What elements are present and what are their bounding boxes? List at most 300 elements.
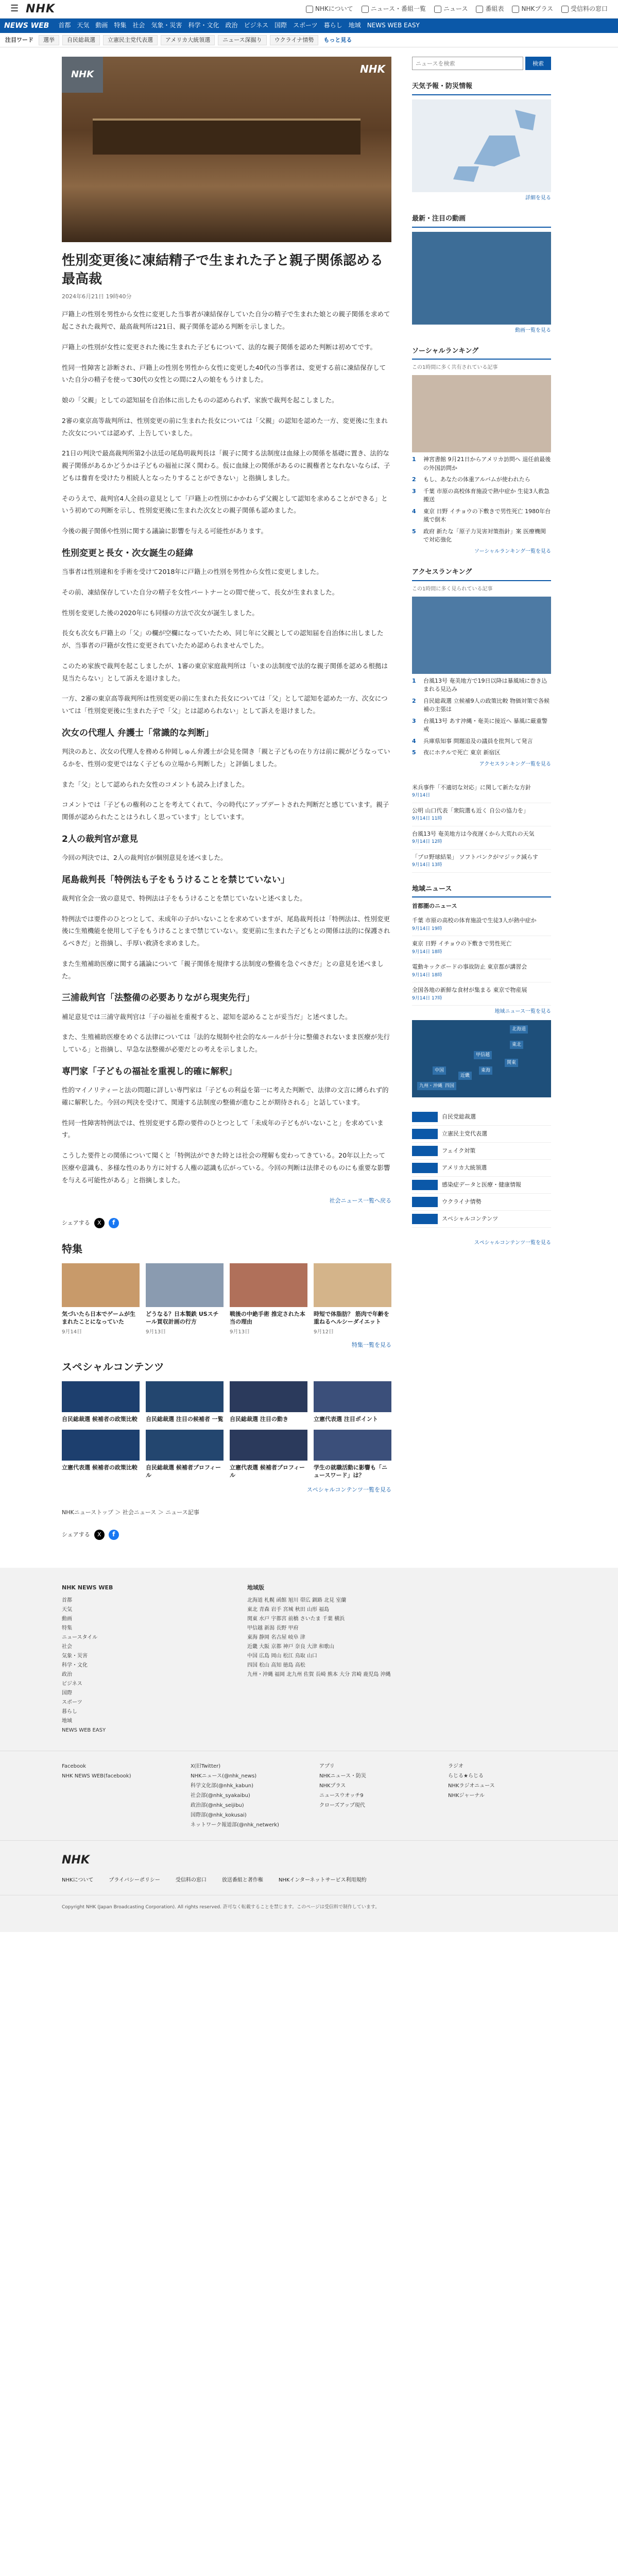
share-label: シェアする (62, 1219, 90, 1227)
footer-account-col (191, 1761, 299, 1830)
header-link[interactable] (306, 4, 353, 14)
japan-map[interactable] (412, 99, 551, 192)
subnav-tag[interactable]: 自民総裁選 (62, 35, 100, 45)
region-article[interactable] (412, 982, 551, 1006)
region-article-title: 千葉 市原の高校の体育施設で生徒3人が熱中症か (412, 917, 537, 924)
special-link-label: アメリカ大統領選 (442, 1164, 487, 1172)
region-article-time: 9月14日 17時 (412, 995, 442, 1001)
social-ranking (412, 346, 551, 556)
article-paragraph: 特例法では要件のひとつとして、未成年の子がいないことを求めていますが、尾島裁判長は「特例法は、性別変更後に生殖機能を使用して子をもうけることまで禁じていない。変更前に生まれた子どもとの関係は法的に保護されるべきだ」と指摘し、手厚い救済を求めました。 (62, 914, 390, 947)
footer-link[interactable]: 首都 (62, 1598, 72, 1604)
access-ranking-image[interactable] (412, 597, 551, 674)
special-link-banner (412, 1129, 438, 1139)
side-article[interactable] (412, 803, 551, 826)
nav-item[interactable]: 地域 (348, 22, 361, 29)
footer-link[interactable]: 九州・沖縄 福岡 北九州 佐賀 長崎 熊本 大分 宮崎 鹿児島 沖縄 (247, 1672, 391, 1678)
section-heading: 尾島裁判長「特例法も子をもうけることを禁じていない」 (62, 874, 289, 885)
special-thumbnail (146, 1381, 224, 1412)
nav-item[interactable]: 特集 (114, 22, 127, 29)
footer-account-link[interactable]: 科学文化部(@nhk_kabun) (191, 1783, 254, 1789)
footer-link[interactable]: 政治 (62, 1672, 72, 1678)
rank-title: もし、あなたの体重アルバムが使われたら (423, 476, 530, 483)
main-nav (0, 19, 618, 33)
special-card[interactable] (314, 1430, 391, 1480)
header-link-icon (512, 6, 519, 13)
special-link-banner (412, 1180, 438, 1190)
court-bench-shape (93, 118, 360, 155)
article-paragraph: 今後の親子関係や性別に関する議論に影響を与える可能性があります。 (62, 527, 268, 535)
article-paragraph: 性的マイノリティーと法の問題に詳しい専門家は「子どもの利益を第一に考えた判断で、法律の文言に縛られず的確に解釈した。今回の判決を受けて、関連する法制度の整備が進むことが期待される」と話しています。 (62, 1086, 389, 1106)
article-paragraph: 性別を変更した後の2020年にも同様の方法で次女が誕生しました。 (62, 608, 259, 617)
region-article-title: 電動キックボードの事故防止 東京都が講習会 (412, 963, 527, 970)
footer-account-col (319, 1761, 427, 1830)
subnav-more-link[interactable]: もっと見る (323, 36, 352, 43)
special-link-label: 感染症データと医療・健康情報 (442, 1181, 521, 1189)
footer-nav (0, 1568, 618, 1751)
rank-title: 政府 新たな「原子力災害対策指針」案 医療機関で対応強化 (423, 528, 546, 544)
special-card[interactable] (230, 1430, 307, 1480)
region-article-title: 東京 日野 イチョウの下敷きで男性死亡 (412, 940, 512, 947)
region-button[interactable]: 東北 (510, 1041, 523, 1049)
article-paragraph: 戸籍上の性別が女性に変更された後に生まれた子どもについて、法的な親子関係を認めた判断は初めてです。 (62, 343, 377, 351)
special-grid (62, 1381, 391, 1479)
features-grid (62, 1263, 391, 1336)
hero-image (62, 57, 391, 242)
feature-thumbnail (230, 1263, 307, 1307)
region-button[interactable]: 九州・沖縄 (417, 1082, 444, 1090)
article-paragraph: また、生殖補助医療をめぐる法律については「法的な規制や社会的なルールが十分に整備されないまま医療が先行している」と指摘し、早急な法整備が必要だとの考えを示しました。 (62, 1033, 390, 1054)
footer-account-link[interactable]: 国際部(@nhk_kokusai) (191, 1812, 247, 1819)
header-link-label: ニュース (443, 5, 468, 12)
footer-account-link[interactable]: NHKラジオニュース (448, 1783, 495, 1789)
special-link-banner (412, 1214, 438, 1224)
special-title: 学生の就職活動に影響も「ニュースワード」は？ (314, 1464, 387, 1479)
sidebar (412, 57, 551, 1552)
search-button[interactable]: 検索 (525, 57, 551, 70)
article-paragraph: 今回の判決では、2人の裁判官が個別意見を述べました。 (62, 853, 227, 861)
social-more-link[interactable]: ソーシャルランキング一覧を見る (474, 548, 551, 554)
rank-title: 東京 日野 イチョウの下敷きで男性死亡 1980年台風で倒木 (423, 507, 551, 523)
breadcrumb[interactable]: NHKニューストップ ＞ 社会ニュース ＞ ニュース記事 (62, 1509, 199, 1516)
footer-col (247, 1583, 505, 1736)
footer-account-link[interactable]: 政治部(@nhk_seijibu) (191, 1803, 244, 1809)
footer-link[interactable]: 甲信越 新潟 長野 甲府 (247, 1625, 299, 1632)
header-link-icon (434, 6, 441, 13)
side-article-time: 9月14日 11時 (412, 816, 442, 822)
nav-item[interactable]: 気象・災害 (151, 22, 182, 29)
special-title: 立憲代表選 候補者の政策比較 (62, 1464, 138, 1471)
facebook-share-icon[interactable]: f (109, 1530, 119, 1540)
article-paragraph: そのうえで、裁判官4人全員の意見として「戸籍上の性別にかかわらず父親として認知を求めることができる」という初めての判断を示し、性別変更後に生まれた次女との親子関係も認めました。 (62, 494, 388, 515)
header-link[interactable] (362, 4, 426, 14)
special-card[interactable] (314, 1381, 391, 1423)
article-paragraph: 性同一性障害と診断され、戸籍上の性別を男性から女性に変更した40代の当事者は、変更する前に凍結保存していた自分の精子を使って30代の女性との間に2人の娘をもうけました。 (62, 363, 386, 384)
special-thumbnail (62, 1430, 140, 1461)
main-column (62, 57, 391, 1552)
footer-link[interactable]: 地域 (62, 1718, 72, 1724)
special-link-label: スペシャルコンテンツ (442, 1215, 499, 1223)
article-paragraph: このため家族で裁判を起こしましたが、1審の東京家庭裁判所は「いまの法制度で法的な親子関係を認める根拠は見当たらない」として訴えを退けました。 (62, 662, 388, 682)
ranking-item[interactable] (412, 476, 551, 484)
footer-col (62, 1583, 216, 1736)
article-paragraph: 長女も次女も戸籍上の「父」の欄が空欄になっていたため、同じ年に父親としての認知届を自治体に出しましたが、当事者の戸籍が女性に変更されていたため認められませんでした。 (62, 629, 384, 650)
footer-account-title: アプリ (319, 1764, 335, 1770)
special-link[interactable] (412, 1109, 551, 1126)
special-link-label: 立憲民主党代表選 (442, 1130, 487, 1138)
footer-account-link[interactable]: NHKジャーナル (448, 1793, 485, 1799)
special-links-more[interactable]: スペシャルコンテンツ一覧を見る (474, 1240, 551, 1246)
footer-link[interactable]: 東北 青森 岩手 宮城 秋田 山形 福島 (247, 1607, 330, 1613)
search-input[interactable] (412, 57, 523, 70)
footer-account-link[interactable]: クローズアップ現代 (319, 1803, 365, 1809)
section-heading: 次女の代理人 弁護士「常識的な判断」 (62, 727, 214, 738)
rank-number: 1 (412, 456, 416, 463)
footer-link[interactable]: 東海 静岡 名古屋 岐阜 津 (247, 1635, 305, 1641)
ranking-item[interactable] (412, 455, 551, 472)
special-link[interactable] (412, 1177, 551, 1194)
rank-title: 台風13号 あす沖縄・奄美に接近へ 暴風に厳重警戒 (423, 717, 547, 733)
footer-col-title: NHK NEWS WEB (62, 1584, 113, 1591)
article-paragraph: 補足意見では三浦守裁判官は「子の福祉を重視すると、認知を認めることが妥当だ」と述べました。 (62, 1012, 352, 1021)
feature-card[interactable] (146, 1263, 224, 1336)
special-row (62, 1381, 391, 1423)
article-paragraph: 判決のあと、次女の代理人を務める仲岡しゅん弁護士が会見を開き「親と子どもの在り方は前に親がどうなっているかを、性別の変更ではなく子どもの立場から判断した」と評価しました。 (62, 748, 390, 768)
rank-title: 夜にホテルで死亡 東京 新宿区 (423, 749, 501, 756)
footer-link[interactable]: 関東 水戸 宇都宮 前橋 さいたま 千葉 横浜 (247, 1616, 345, 1622)
rank-title: 台風13号 奄美地方で19日以降は暴風域に巻き込まれる見込み (423, 677, 547, 693)
related-link[interactable]: 社会ニュース一覧へ戻る (329, 1197, 391, 1205)
footer-account-title: ラジオ (448, 1764, 464, 1770)
nav-item[interactable]: スポーツ (293, 22, 318, 29)
video-box (412, 214, 551, 335)
article-paragraph: また生殖補助医療に関する議論について「親子関係を規律する法制度の整備を急ぐべきだ」との意見を述べました。 (62, 959, 384, 980)
region-article-title: 全国各地の新鮮な食材が集まる 東京で物産展 (412, 986, 527, 993)
feature-thumbnail (314, 1263, 391, 1307)
nhk-logo[interactable]: NHK (26, 2, 56, 15)
footer-link[interactable]: 特集 (62, 1625, 72, 1632)
region-news (412, 884, 551, 1097)
footer-link[interactable]: ニュースタイル (62, 1635, 98, 1641)
nhk-badge-icon: NHK (62, 57, 103, 93)
special-title: 自民総裁選 候補者の政策比較 (62, 1416, 138, 1423)
article-paragraph: 21日の判決で最高裁判所第2小法廷の尾島明裁判長は「親子に関する法制度は血縁上の関係を基礎に置き、法的な親子関係があるかどうかは子どもの福祉に深く関わる。仮に血縁上の関係があるのに親権者となれないならば、子どもは養育を受けたり相続人となったりすることができない」と指摘しました。 (62, 449, 390, 482)
x-share-icon[interactable]: X (94, 1530, 105, 1540)
nav-item[interactable]: 動画 (95, 22, 108, 29)
footer-col-title: 地域版 (247, 1584, 264, 1591)
nhk-watermark-icon: NHK (360, 63, 385, 75)
region-title: 地域ニュース (412, 884, 551, 898)
region-article-time: 9月14日 18時 (412, 949, 442, 955)
footer-link[interactable]: 科学・文化 (62, 1663, 88, 1669)
ranking-item[interactable] (412, 487, 551, 504)
side-articles (412, 780, 551, 873)
footer-link[interactable]: NEWS WEB EASY (62, 1727, 106, 1734)
nav-item[interactable]: 政治 (225, 22, 238, 29)
footer-account-title: X(旧Twitter) (191, 1764, 221, 1770)
features-title: 特集 (62, 1242, 82, 1255)
special-card[interactable] (62, 1430, 140, 1480)
special-link[interactable] (412, 1126, 551, 1143)
special-card[interactable] (62, 1381, 140, 1423)
article-paragraph: 当事者は性別違和を手術を受けて2018年に戸籍上の性別を男性から女性に変更しました。 (62, 568, 323, 576)
copyright: Copyright NHK (Japan Broadcasting Corporation). All rights reserved. 許可なく転載することを禁じます。このページは受信料で制作しています。 (0, 1895, 618, 1931)
side-article-time: 9月14日 12時 (412, 839, 442, 845)
share-label-bottom: シェアする (62, 1531, 90, 1538)
article-paragraph: 戸籍上の性別を男性から女性に変更した当事者が凍結保存していた自分の精子で生まれた娘との親子関係を求めて起こされた裁判で、最高裁判所は21日、親子関係を認める判断を示しました。 (62, 310, 390, 331)
subnav-tag[interactable]: ニュース深掘り (218, 35, 266, 45)
video-more-link[interactable]: 動画一覧を見る (515, 327, 551, 333)
footer-link[interactable]: 気象・災害 (62, 1653, 88, 1659)
special-link[interactable] (412, 1194, 551, 1211)
rank-title: 千葉 市原の高校体育施設で熱中症か 生徒3人救急搬送 (423, 487, 550, 503)
header-link-label: 受信料の窓口 (570, 5, 608, 12)
ranking-item[interactable] (412, 528, 551, 545)
rank-number: 2 (412, 476, 416, 483)
feature-title: どうなる？日本製鉄 USスチール買収計画の行方 (146, 1310, 219, 1326)
nav-item[interactable]: 天気 (77, 22, 90, 29)
special-card[interactable] (230, 1381, 307, 1423)
special-link-banner (412, 1197, 438, 1207)
ranking-item[interactable] (412, 677, 551, 694)
access-title: アクセスランキング (412, 567, 551, 581)
feature-card[interactable] (230, 1263, 307, 1336)
header-link[interactable] (434, 4, 468, 14)
footer-account-link[interactable]: ニュースウオッチ9 (319, 1793, 364, 1799)
nav-item[interactable]: 国際 (274, 22, 287, 29)
weather-more-link[interactable]: 詳細を見る (525, 195, 551, 201)
access-ranking (412, 567, 551, 769)
footer-account-link[interactable]: NHKニュース(@nhk_news) (191, 1773, 257, 1780)
feature-date: 9月12日 (314, 1329, 334, 1335)
ranking-item[interactable] (412, 697, 551, 714)
footer-link[interactable]: 四国 松山 高知 徳島 高松 (247, 1663, 305, 1669)
footer-logo-area (0, 1840, 618, 1895)
access-more-link[interactable]: アクセスランキング一覧を見る (479, 761, 551, 767)
region-more-link[interactable]: 地域ニュース一覧を見る (494, 1008, 551, 1014)
footer-link[interactable]: スポーツ (62, 1700, 82, 1706)
article-paragraph: また「父」として認められた女性のコメントも読み上げました。 (62, 780, 249, 788)
header-links (306, 4, 608, 14)
feature-title: 気づいたら日本でゲームが生まれたことになっていた (62, 1310, 135, 1326)
feature-title: 時短で体脂肪？ 筋肉で年齢を重ねるヘルシーダイエット (314, 1310, 389, 1326)
special-thumbnail (230, 1381, 307, 1412)
region-button[interactable]: 東海 (479, 1066, 492, 1075)
ranking-item[interactable] (412, 717, 551, 734)
footer-account-link[interactable]: ネットワーク報道部(@nhk_netwerk) (191, 1822, 279, 1828)
region-map (412, 1020, 551, 1097)
footer-link[interactable]: 社会 (62, 1644, 72, 1650)
footer-accounts (0, 1751, 618, 1840)
special-title: 自民総裁選 候補者プロフィール (146, 1464, 221, 1479)
special-thumbnail (314, 1381, 391, 1412)
article-date: 2024年6月21日 19時40分 (62, 293, 132, 300)
japan-map-icon (412, 99, 551, 192)
special-thumbnail (146, 1430, 224, 1461)
feature-date: 9月13日 (230, 1329, 250, 1335)
region-article[interactable] (412, 913, 551, 936)
top-bar (0, 0, 618, 19)
rank-number: 1 (412, 677, 416, 684)
side-article[interactable] (412, 826, 551, 850)
section-heading: 三浦裁判官「法整備の必要ありながら現実先行」 (62, 993, 254, 1004)
feature-thumbnail (146, 1263, 224, 1307)
special-title: 立憲代表選 注目ポイント (314, 1416, 378, 1423)
typhoon-image[interactable] (412, 232, 551, 325)
header-link-icon (306, 6, 313, 13)
social-sub: この1時間に多く共有されている記事 (412, 365, 498, 371)
side-article-title: 台風13号 奄美地方は今夜遅くから大荒れの天気 (412, 830, 535, 837)
footer-link[interactable]: ビジネス (62, 1681, 82, 1687)
footer-account-link[interactable]: NHKニュース・防災 (319, 1773, 367, 1780)
special-card[interactable] (146, 1430, 224, 1480)
header-link-icon (476, 6, 483, 13)
footer-link[interactable]: 暮らし (62, 1709, 77, 1715)
article-paragraph: こうした要件との関係について聞くと「特例法ができた時とは社会の理解も変わってきている。20年以上たって医療や意識も、多様な性のあり方に対する人権の認識も広がっている。今回の判断は法律そのものにも重要な影響を与える可能性がある」と指摘しました。 (62, 1151, 390, 1184)
subnav-tag[interactable]: 立憲民主党代表選 (103, 35, 158, 45)
nav-item[interactable]: 科学・文化 (188, 22, 219, 29)
side-article-time: 9月14日 13時 (412, 862, 442, 868)
nav-item[interactable]: NEWS WEB EASY (367, 22, 420, 29)
footer-link[interactable]: 北海道 札幌 函館 旭川 帯広 釧路 北見 室蘭 (247, 1598, 347, 1604)
region-button[interactable]: 中国 (433, 1066, 446, 1075)
share-bar (62, 1218, 391, 1228)
side-article-title: 公明 山口代表「衆院選も近く 自公の協力を」 (412, 807, 529, 814)
section-heading: 専門家「子どもの福祉を重視し的確に解釈」 (62, 1066, 237, 1077)
footer-bottom-link[interactable]: プライバシーポリシー (109, 1877, 160, 1884)
footer-account-title: Facebook (62, 1764, 86, 1770)
footer-account-link[interactable]: NHKプラス (319, 1783, 346, 1789)
footer-link[interactable]: 中国 広島 岡山 松江 鳥取 山口 (247, 1653, 317, 1659)
article-body (62, 308, 391, 1186)
feature-card[interactable] (314, 1263, 391, 1336)
feature-card[interactable] (62, 1263, 140, 1336)
footer-link[interactable]: 国際 (62, 1690, 72, 1697)
social-ranking-image[interactable] (412, 375, 551, 452)
nav-item[interactable]: 社会 (132, 22, 145, 29)
special-title: 自民総裁選 注目の候補者 一覧 (146, 1416, 224, 1423)
weather-title: 天気予報・防災情報 (412, 81, 551, 95)
social-title: ソーシャルランキング (412, 346, 551, 360)
footer-link[interactable]: 近畿 大阪 京都 神戸 奈良 大津 和歌山 (247, 1644, 335, 1650)
rank-title: 神宮書館 9月21日からアメリカ訪問へ 退任前最後の外国訪問か (423, 456, 551, 471)
feature-date: 9月14日 (62, 1329, 82, 1335)
special-thumbnail (62, 1381, 140, 1412)
special-title: 立憲代表選 候補者プロフィール (230, 1464, 305, 1479)
ranking-item[interactable] (412, 749, 551, 757)
side-article-title: 米兵事件「不適切な対応」に関して新たな方針 (412, 784, 531, 791)
region-button[interactable]: 関東 (505, 1059, 518, 1067)
side-article-title: 「プロ野球結果」 ソフトバンクがマジック減らす (412, 853, 539, 860)
article-paragraph: 2審の東京高等裁判所は、性別変更の前に生まれた長女については「父親」の認知を認めた一方、変更後に生まれた次女については認めず、上告していました。 (62, 416, 388, 437)
footer-bottom-link[interactable]: NHKについて (62, 1877, 94, 1884)
features-more-link[interactable]: 特集一覧を見る (352, 1341, 391, 1348)
rank-number: 5 (412, 749, 416, 756)
subnav-tag[interactable]: ウクライナ情勢 (270, 35, 319, 45)
article-paragraph: その前、凍結保存していた自分の精子を女性パートナーとの間で使って、長女が生まれました。 (62, 588, 339, 596)
footer-account-link[interactable]: らじる★らじる (448, 1773, 484, 1780)
rank-title: 自民総裁選 立候補9人の政策比較 物価対策で各候補の主張は (423, 697, 550, 713)
side-article[interactable] (412, 780, 551, 803)
special-link[interactable] (412, 1143, 551, 1160)
facebook-share-icon[interactable]: f (109, 1218, 119, 1228)
region-tab[interactable]: 首都圏のニュース (412, 903, 457, 910)
nav-item[interactable]: ビジネス (244, 22, 269, 29)
region-button[interactable]: 甲信越 (474, 1051, 492, 1059)
menu-icon[interactable]: ☰ (10, 3, 19, 14)
section-heading: 2人の裁判官が意見 (62, 834, 138, 844)
special-link-label: ウクライナ情勢 (442, 1198, 482, 1206)
footer-bottom-link[interactable]: 放送番組と著作権 (221, 1877, 263, 1884)
nav-item[interactable]: 暮らし (323, 22, 342, 29)
subnav-tag[interactable]: アメリカ大統領選 (161, 35, 215, 45)
ranking-item[interactable] (412, 737, 551, 746)
special-link[interactable] (412, 1211, 551, 1228)
header-link-icon (362, 6, 369, 13)
weather-box (412, 81, 551, 202)
news-web-brand[interactable]: NEWS WEB (4, 21, 49, 30)
rank-number: 2 (412, 697, 416, 704)
region-button[interactable]: 四国 (443, 1082, 456, 1090)
footer-bottom-link[interactable]: NHKインターネットサービス利用規約 (278, 1877, 367, 1884)
footer-account-col (62, 1761, 170, 1830)
header-link[interactable] (561, 4, 608, 14)
footer-nhk-logo[interactable]: NHK (62, 1854, 90, 1867)
ranking-item[interactable] (412, 507, 551, 524)
rank-number: 3 (412, 717, 416, 724)
footer-link[interactable]: 動画 (62, 1616, 72, 1622)
article-paragraph: 裁判官全会一致の意見で、特例法は子をもうけることを禁じていないと述べました。 (62, 894, 306, 902)
sub-nav (0, 33, 618, 47)
region-article-time: 9月14日 18時 (412, 972, 442, 978)
special-link-banner (412, 1163, 438, 1173)
header-link-label: NHKについて (315, 5, 353, 12)
special-link[interactable] (412, 1160, 551, 1177)
region-article-time: 9月14日 19時 (412, 926, 442, 931)
region-button[interactable]: 北海道 (510, 1025, 528, 1033)
region-article[interactable] (412, 936, 551, 959)
special-link-label: フェイク対策 (442, 1147, 476, 1155)
special-link-banner (412, 1146, 438, 1156)
feature-thumbnail (62, 1263, 140, 1307)
region-article[interactable] (412, 959, 551, 982)
rank-number: 4 (412, 507, 416, 515)
rank-number: 3 (412, 487, 416, 495)
region-button[interactable]: 近畿 (458, 1072, 472, 1080)
x-share-icon[interactable]: X (94, 1218, 105, 1228)
article-paragraph: 性同一性障害特例法では、性別変更する際の要件のひとつとして「未成年の子どもがいないこと」を求めています。 (62, 1118, 384, 1139)
special-more-link[interactable]: スペシャルコンテンツ一覧を見る (306, 1486, 391, 1494)
footer-link[interactable]: 天気 (62, 1607, 72, 1613)
header-link[interactable] (476, 4, 504, 14)
rank-number: 5 (412, 528, 416, 535)
side-article[interactable] (412, 850, 551, 873)
footer-account-link[interactable]: 社会部(@nhk_syakaibu) (191, 1793, 250, 1799)
footer-bottom-link[interactable]: 受信料の窓口 (175, 1877, 207, 1884)
special-link-banner (412, 1112, 438, 1122)
special-thumbnail (230, 1430, 307, 1461)
footer-account-link[interactable]: NHK NEWS WEB(facebook) (62, 1773, 131, 1780)
article-title: 性別変更後に凍結精子で生まれた子と親子関係認める 最高裁 (62, 253, 384, 287)
header-link[interactable] (512, 4, 553, 14)
feature-title: 戦後の中絶手術 推定された本当の理由 (230, 1310, 305, 1326)
nav-item[interactable]: 首都 (58, 22, 71, 29)
special-title: 自民総裁選 注目の動き (230, 1416, 288, 1423)
special-title: スペシャルコンテンツ (62, 1361, 164, 1374)
special-card[interactable] (146, 1381, 224, 1423)
side-article-time: 9月14日 (412, 793, 431, 799)
special-thumbnail (314, 1430, 391, 1461)
subnav-tag[interactable]: 選挙 (39, 35, 59, 45)
